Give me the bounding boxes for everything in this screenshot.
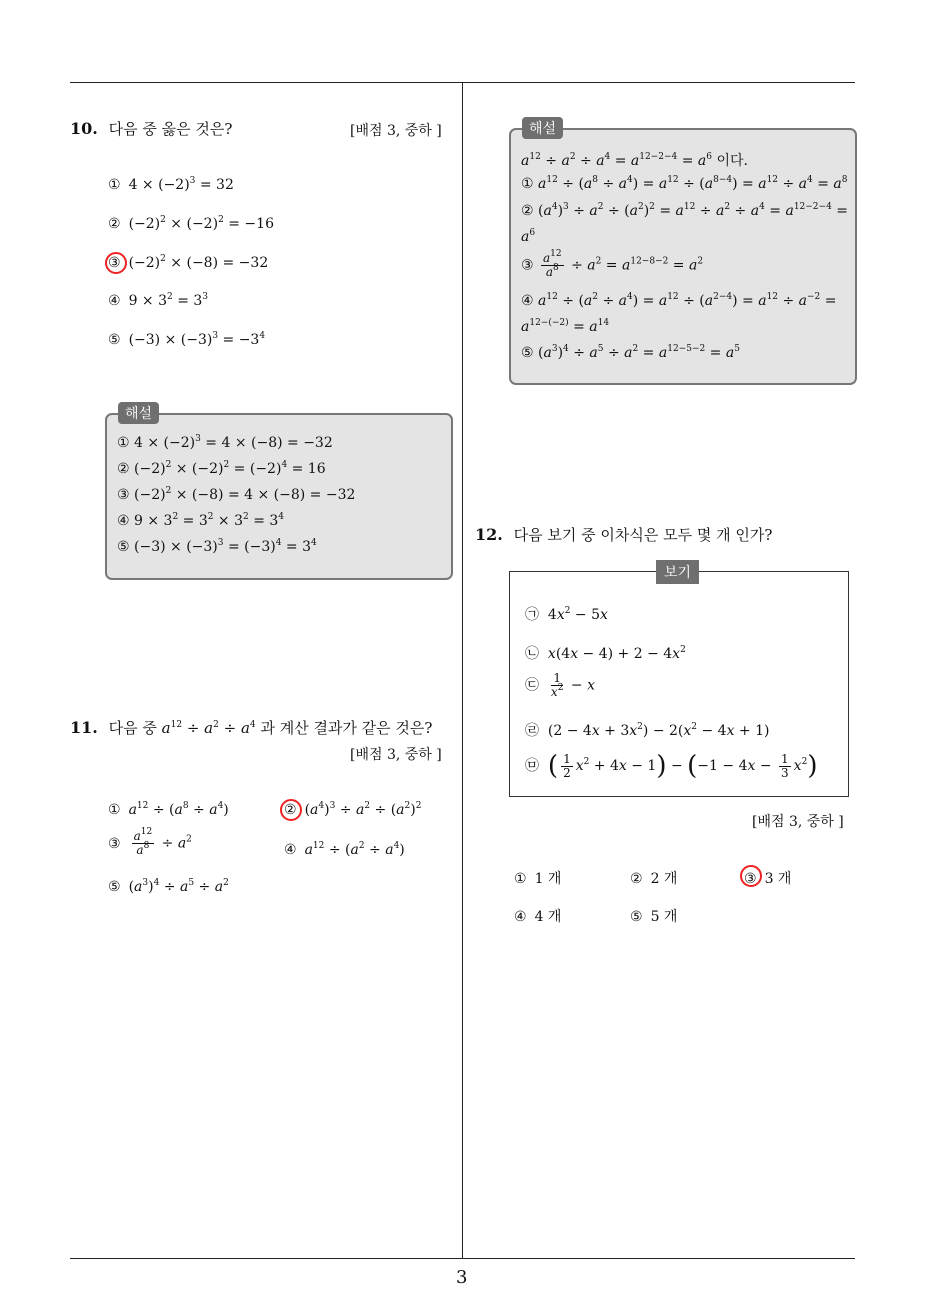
option-marker: ③: [108, 255, 121, 271]
q10-text: 다음 중 옳은 것은?: [108, 120, 233, 138]
q12-bogi-item-4: ㉣ $(2 - 4x + 3x^2) - 2(x^2 - 4x + 1)$: [525, 722, 770, 739]
q11-expression: $a^{12} \div a^2 \div a^4$: [161, 719, 256, 737]
column-divider: [462, 82, 463, 1259]
q12-option-5[interactable]: [630, 906, 677, 926]
option-marker: ⑤: [630, 909, 643, 925]
q11-text-suffix: 과 계산 결과가 같은 것은?: [260, 719, 433, 737]
q12-score: [배점 3, 중하 ]: [752, 814, 844, 830]
q11-exp-line-3: ③ $\frac{a^{12}}{a^8}$ ÷ $a^2 = a^{12-8-2} = a^2$: [521, 249, 704, 279]
option-marker: ④: [284, 842, 297, 858]
q12-question: [475, 524, 772, 545]
option-marker: ④: [108, 293, 121, 309]
option-marker: ①: [108, 802, 121, 818]
q11-option-2[interactable]: ② $(a^4)^3 \div a^2 \div (a^2)^2$: [284, 801, 422, 818]
q10-option-4[interactable]: ④ $9 \times 3^2 = 3^3$: [108, 292, 209, 309]
q11-exp-line-4b: $a^{12-(-2)} = a^{14}$: [521, 318, 610, 335]
q12-number: 12.: [475, 525, 503, 544]
q11-exp-line-2b: $a^6$: [521, 228, 536, 245]
option-marker: ④: [514, 909, 527, 925]
q10-exp-line-2: ② $(-2)^2 \times (-2)^2 = (-2)^4 = 16$: [117, 460, 326, 477]
bogi-marker: ㉠: [525, 607, 539, 623]
q11-option-3[interactable]: ③ $\frac{a^{12}}{a^8}$ ÷ $a^2$: [108, 827, 192, 857]
q11-answer-circle: [280, 799, 302, 821]
q11-text-prefix: 다음 중: [108, 719, 157, 737]
page-number: 3: [456, 1267, 468, 1288]
option-marker: ③: [744, 871, 757, 887]
q12-bogi-tag: 보기: [656, 560, 699, 584]
q12-option-4[interactable]: [514, 906, 561, 926]
q11-option-4[interactable]: ④ $a^{12} \div (a^2 \div a^4)$: [284, 841, 405, 858]
option-marker: ⑤: [108, 879, 121, 895]
q10-exp-line-4: ④ $9 \times 3^2 = 3^2 \times 3^2 = 3^4$: [117, 512, 285, 529]
q12-bogi-item-5: ㉤ ( $\frac{1}{2}$ $x^2 + 4x - 1) - (-1 - 4x$ − $\frac{1}{3}$ $x^2$): [525, 751, 818, 781]
option-text: 5 개: [650, 909, 678, 925]
q11-explanation-tag: 해설: [522, 117, 563, 139]
q10-option-3[interactable]: ③ $(-2)^2 \times (-8) = -32$: [108, 254, 269, 271]
option-marker: ①: [108, 177, 121, 193]
q11-score: [배점 3, 중하 ]: [350, 747, 442, 763]
q11-option-1[interactable]: ① $a^{12} \div (a^8 \div a^4)$: [108, 801, 229, 818]
q11-exp-line-4: ④ $a^{12} \div (a^2 \div a^4) = a^{12} \div (a^{2-4}) = a^{12} \div a^{-2}$ =: [521, 292, 837, 309]
option-marker: ②: [108, 216, 121, 232]
q12-answer-circle: [740, 865, 762, 887]
option-marker: ⑤: [108, 332, 121, 348]
q11-exp-line-5: ⑤ $(a^3)^4 \div a^5 \div a^2 = a^{12-5-2} = a^5$: [521, 344, 740, 361]
q11-exp-suffix: 이다.: [716, 153, 748, 169]
option-marker: ②: [284, 802, 297, 818]
q12-bogi-item-2: ㉡ $x(4x - 4) + 2 - 4x^2$: [525, 645, 686, 662]
q10-exp-line-5: ⑤ $(-3) \times (-3)^3 = (-3)^4 = 3^4$: [117, 538, 317, 555]
q12-option-1[interactable]: [514, 868, 561, 888]
q12-bogi-item-1: ㉠ $4x^2 - 5x$: [525, 606, 608, 623]
q11-number: 11.: [70, 718, 98, 737]
q10-explanation-tag: 해설: [118, 402, 159, 424]
q11-option-5[interactable]: ⑤ $(a^3)^4 \div a^5 \div a^2$: [108, 878, 229, 895]
option-text: 4 개: [534, 909, 562, 925]
option-text: 1 개: [534, 871, 562, 887]
q10-score: [배점 3, 중하 ]: [350, 123, 442, 139]
bogi-marker: ㉣: [525, 723, 539, 739]
q10-exp-line-1: ① $4 \times (-2)^3 = 4 \times (-8) = -32$: [117, 434, 333, 451]
q10-answer-circle: [105, 252, 127, 274]
q11-exp-line-2: ② $(a^4)^3 \div a^2 \div (a^2)^2 = a^{12} \div a^2 \div a^4 = a^{12-2-4}$ =: [521, 202, 848, 219]
bottom-rule: [70, 1258, 855, 1259]
q12-text: 다음 보기 중 이차식은 모두 몇 개 인가?: [513, 526, 773, 544]
bogi-marker: ㉤: [525, 758, 539, 774]
q10-question: [70, 118, 232, 139]
option-text: 2 개: [650, 871, 678, 887]
option-marker: ①: [514, 871, 527, 887]
q10-number: 10.: [70, 119, 98, 138]
bogi-marker: ㉢: [525, 677, 539, 694]
q12-bogi-item-3: ㉢ $\frac{1}{x^2}$ − x: [525, 671, 595, 699]
option-text: 3 개: [764, 871, 792, 887]
q11-question: [70, 717, 432, 738]
q11-exp-line-0: $a^{12} \div a^2 \div a^4 = a^{12-2-4} = a^6$ 이다.: [521, 152, 748, 169]
q10-option-2[interactable]: ② $(-2)^2 \times (-2)^2 = -16$: [108, 215, 274, 232]
bogi-marker: ㉡: [525, 646, 539, 662]
option-marker: ③: [108, 835, 121, 852]
option-marker: ②: [630, 871, 643, 887]
q12-option-2[interactable]: [630, 868, 677, 888]
q11-exp-line-1: ① $a^{12} \div (a^8 \div a^4) = a^{12} \div (a^{8-4}) = a^{12} \div a^4 = a^8$: [521, 175, 848, 192]
q10-option-1[interactable]: ① $4 \times (-2)^3 = 32$: [108, 176, 234, 193]
q10-exp-line-3: ③ $(-2)^2 \times (-8) = 4 \times (-8) = -32$: [117, 486, 356, 503]
q10-option-5[interactable]: ⑤ $(-3) \times (-3)^3 = -3^4$: [108, 331, 266, 348]
